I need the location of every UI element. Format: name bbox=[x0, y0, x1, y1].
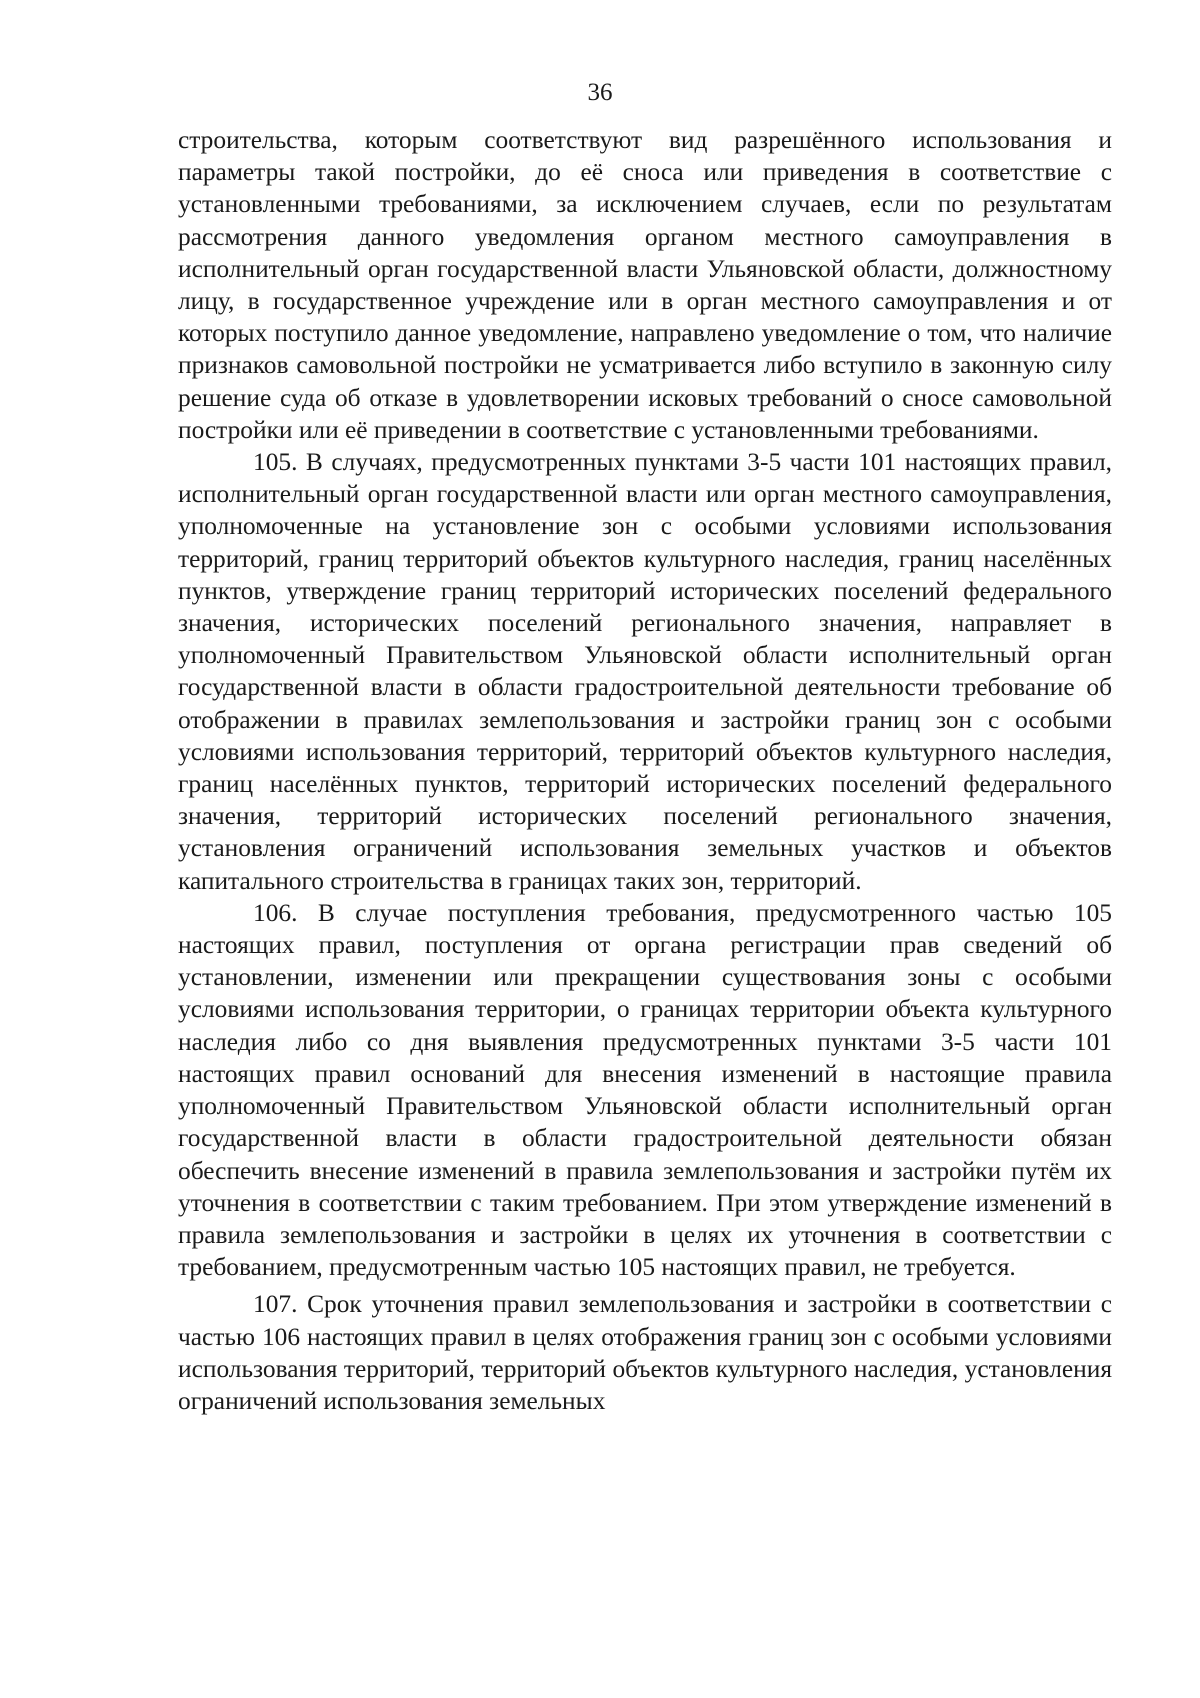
paragraph-107: 107. Срок уточнения правил землепользования и застройки в соответствии с частью 106 настоящих правил в целях отображения границ зон с особыми условиями использования территорий, территорий объектов культурного наследия, установления ограничений использования земельных bbox=[178, 1290, 1112, 1415]
page-number: 36 bbox=[587, 79, 613, 106]
document-body bbox=[178, 124, 1112, 1417]
paragraph-106: 106. В случае поступления требования, предусмотренного частью 105 настоящих правил, поступления от органа регистрации прав сведений об установлении, изменении или прекращении существования зоны с особыми условиями использования территории, о границах территории объекта культурного наследия либо со дня выявления предусмотренных пунктами 3-5 части 101 настоящих правил оснований для внесения изменений в настоящие правила уполномоченный Правительством Ульяновской области исполнительный орган государственной власти в области градостроительной деятельности обязан обеспечить внесение изменений в правила землепользования и застройки путём их уточнения в соответствии с таким требованием. При этом утверждение изменений в правила землепользования и застройки в целях их уточнения в соответствии с требованием, предусмотренным частью 105 настоящих правил, не требуется. bbox=[178, 898, 1112, 1282]
paragraph-105: 105. В случаях, предусмотренных пунктами 3-5 части 101 настоящих правил, исполнительный орган государственной власти или орган местного самоуправления, уполномоченные на установление зон с особыми условиями использования территорий, границ территорий объектов культурного наследия, границ населённых пунктов, утверждение границ территорий исторических поселений федерального значения, исторических поселений регионального значения, направляет в уполномоченный Правительством Ульяновской области исполнительный орган государственной власти в области градостроительной деятельности требование об отображении в правилах землепользования и застройки границ зон с особыми условиями использования территорий, территорий объектов культурного наследия, границ населённых пунктов, территорий исторических поселений федерального значения, территорий исторических поселений регионального значения, установления ограничений использования земельных участков и объектов капитального строительства в границах таких зон, территорий. bbox=[178, 448, 1112, 895]
paragraph-continuation: строительства, которым соответствуют вид разрешённого использования и параметры такой постройки, до её сноса или приведения в соответствие с установленными требованиями, за исключением случаев, если по результатам рассмотрения данного уведомления органом местного самоуправления в исполнительный орган государственной власти Ульяновской области, должностному лицу, в государственное учреждение или в орган местного самоуправления и от которых поступило данное уведомление, направлено уведомление о том, что наличие признаков самовольной постройки не усматривается либо вступило в законную силу решение суда об отказе в удовлетворении исковых требований о сносе самовольной постройки или её приведении в соответствие с установленными требованиями. bbox=[178, 126, 1112, 444]
